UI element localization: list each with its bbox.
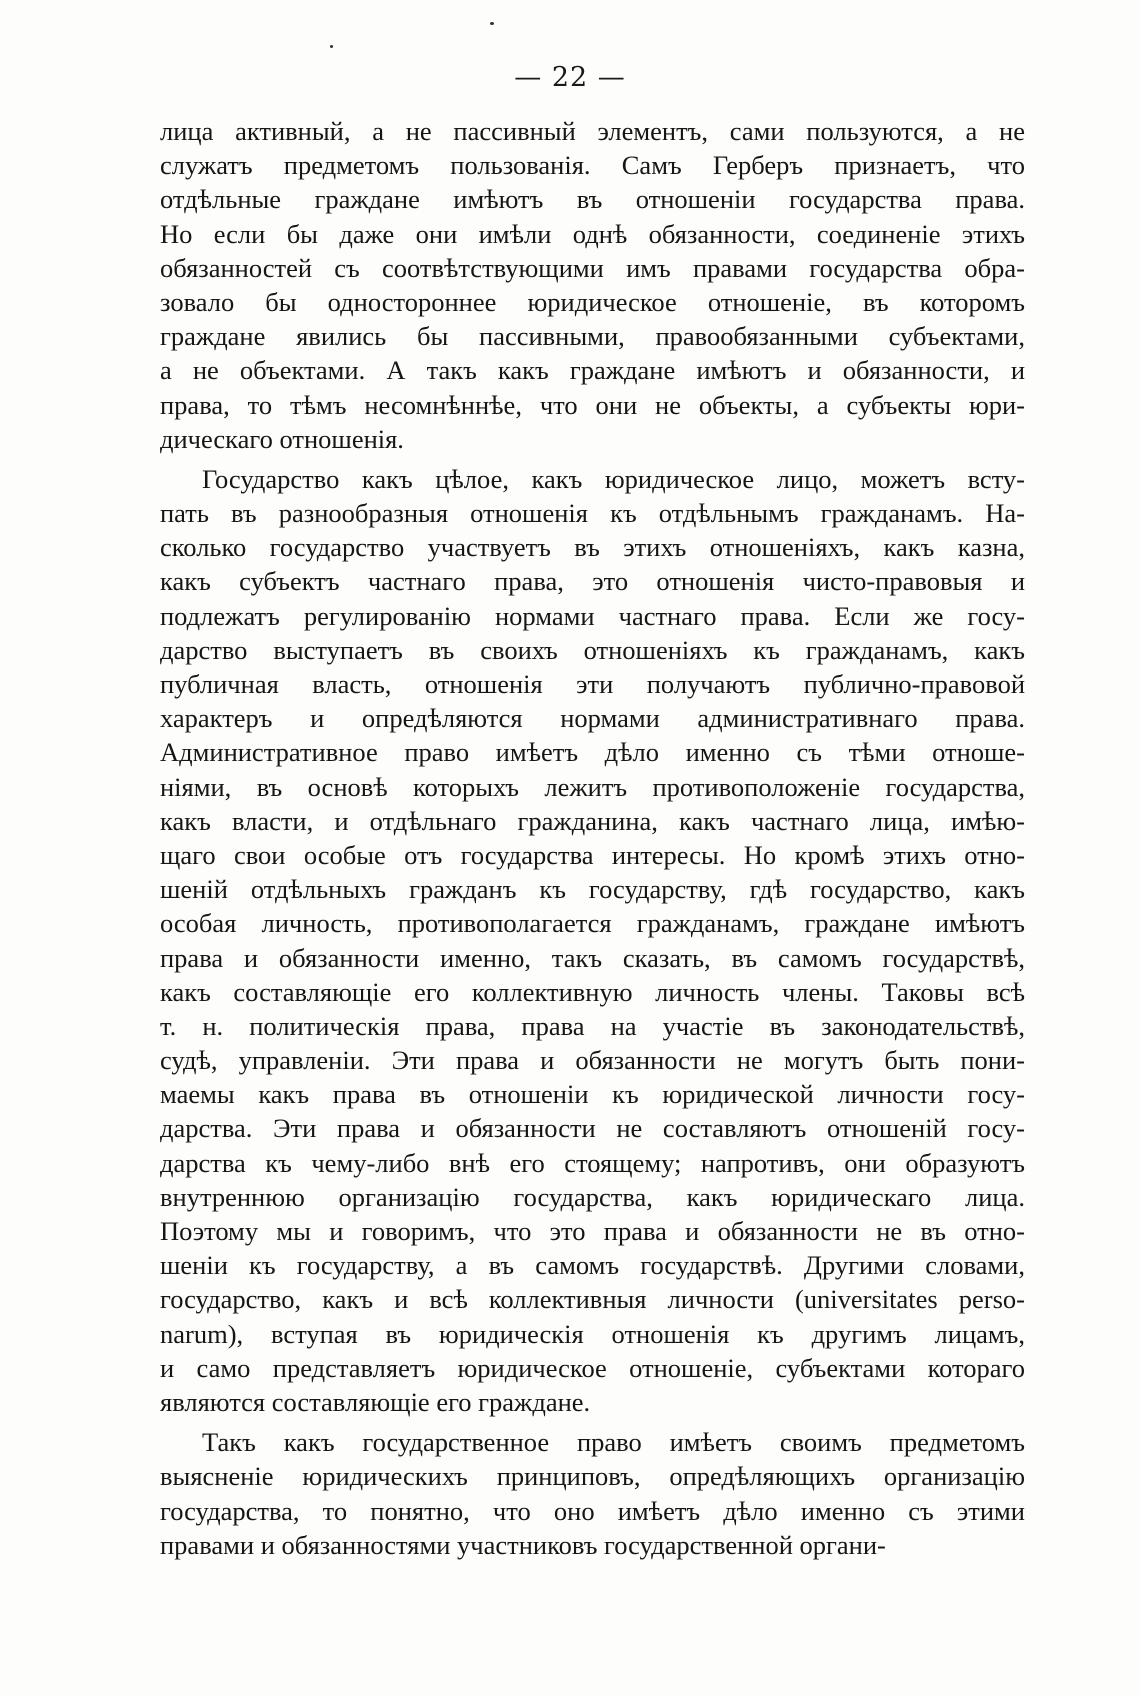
text-line: т. н. политическія права, права на участіе въ законодательствѣ, [160,1010,1025,1041]
text-line: особая личность, противополагается гражданамъ, граждане имѣютъ [160,908,1025,939]
text-line: пать въ разнообразныя отношенія къ отдѣльнымъ гражданамъ. На- [160,498,1025,529]
text-line: ніями, въ основѣ которыхъ лежитъ противоположеніе государства, [160,771,1025,802]
text-line: лица активный, а не пассивный элементъ, сами пользуются, а не [160,116,1025,146]
text-line: Государство какъ цѣлое, какъ юридическое лицо, можетъ всту- [202,463,1025,494]
text-line: Административное право имѣетъ дѣло именно съ тѣми отноше- [160,737,1025,768]
text-line: государства, то понятно, что оно имѣетъ дѣло именно съ этими [160,1495,1025,1526]
text-line: характеръ и опредѣляются нормами административнаго права. [160,703,1025,734]
text-line: и само представляетъ юридическое отношеніе, субъектами котораго [160,1352,1025,1383]
text-line: дарство выступаетъ въ своихъ отношеніяхъ къ гражданамъ, какъ [160,634,1025,665]
ink-speck [330,45,333,48]
text-line: шеній отдѣльныхъ гражданъ къ государству, гдѣ государство, какъ [160,874,1025,905]
text-line: дарства. Эти права и обязанности не составляютъ отношеній госу- [160,1113,1025,1144]
text-line: являются составляющіе его граждане. [160,1386,591,1417]
paragraph [160,114,1025,456]
text-line: публичная власть, отношенія эти получаютъ публично-правовой [160,669,1025,699]
text-line: маемы какъ права въ отношеніи къ юридической личности госу- [160,1079,1025,1110]
text-line: narum), вступая въ юридическія отношенія къ другимъ лицамъ, [160,1318,1025,1349]
text-line: зовало бы одностороннее юридическое отношеніе, въ которомъ [160,286,1025,317]
text-line: служатъ предметомъ пользованія. Самъ Герберъ признаетъ, что [160,150,1025,181]
text-line: какъ власти, и отдѣльнаго гражданина, какъ частнаго лица, имѣю- [160,805,1025,836]
text-line: дарства къ чему-либо внѣ его стоящему; напротивъ, они образуютъ [160,1147,1025,1178]
text-line: дическаго отношенія. [160,423,404,454]
text-line: граждане явились бы пассивными, правообязанными субъектами, [160,321,1025,352]
body-text [160,114,1025,1568]
text-line: государство, какъ и всѣ коллективныя личности (universitates perso- [160,1284,1025,1315]
text-line: права, то тѣмъ несомнѣннѣе, что они не объекты, а субъекты юри- [160,389,1025,420]
text-line: Но если бы даже они имѣли однѣ обязанности, соединеніе этихъ [160,218,1025,249]
text-line: обязанностей съ соотвѣтствующими имъ правами государства обра- [160,252,1025,283]
text-line: Такъ какъ государственное право имѣетъ своимъ предметомъ [202,1427,1025,1458]
text-line: внутреннюю организацію государства, какъ юридическаго лица. [160,1181,1025,1212]
text-line: Поэтому мы и говоримъ, что это права и обязанности не въ отно- [160,1216,1025,1246]
text-line: щаго свои особые отъ государства интересы. Но кромѣ этихъ отно- [160,839,1025,870]
text-line: отдѣльные граждане имѣютъ въ отношеніи государства права. [160,184,1025,215]
text-line: подлежатъ регулированію нормами частнаго права. Если же госу- [160,600,1025,631]
text-line: сколько государство участвуетъ въ этихъ отношеніяхъ, какъ казна, [160,532,1025,563]
text-line: судѣ, управленіи. Эти права и обязанности не могутъ быть пони- [160,1045,1025,1076]
text-line: правами и обязанностями участниковъ государственной органи- [160,1529,886,1560]
paragraph [160,462,1025,1419]
text-line: а не объектами. А такъ какъ граждане имѣютъ и обязанности, и [160,355,1025,386]
text-line: какъ составляющіе его коллективную личность члены. Таковы всѣ [160,976,1025,1007]
page-number: — 22 — [514,62,626,93]
text-line: выясненіе юридическихъ принциповъ, опредѣляющихъ организацію [160,1461,1025,1492]
text-line: права и обязанности именно, такъ сказать, въ самомъ государствѣ, [160,942,1025,973]
ink-speck [490,22,494,25]
paragraph [160,1425,1025,1562]
text-line: какъ субъектъ частнаго права, это отношенія чисто-правовыя и [160,566,1025,597]
text-line: шеніи къ государству, а въ самомъ государствѣ. Другими словами, [160,1250,1025,1281]
